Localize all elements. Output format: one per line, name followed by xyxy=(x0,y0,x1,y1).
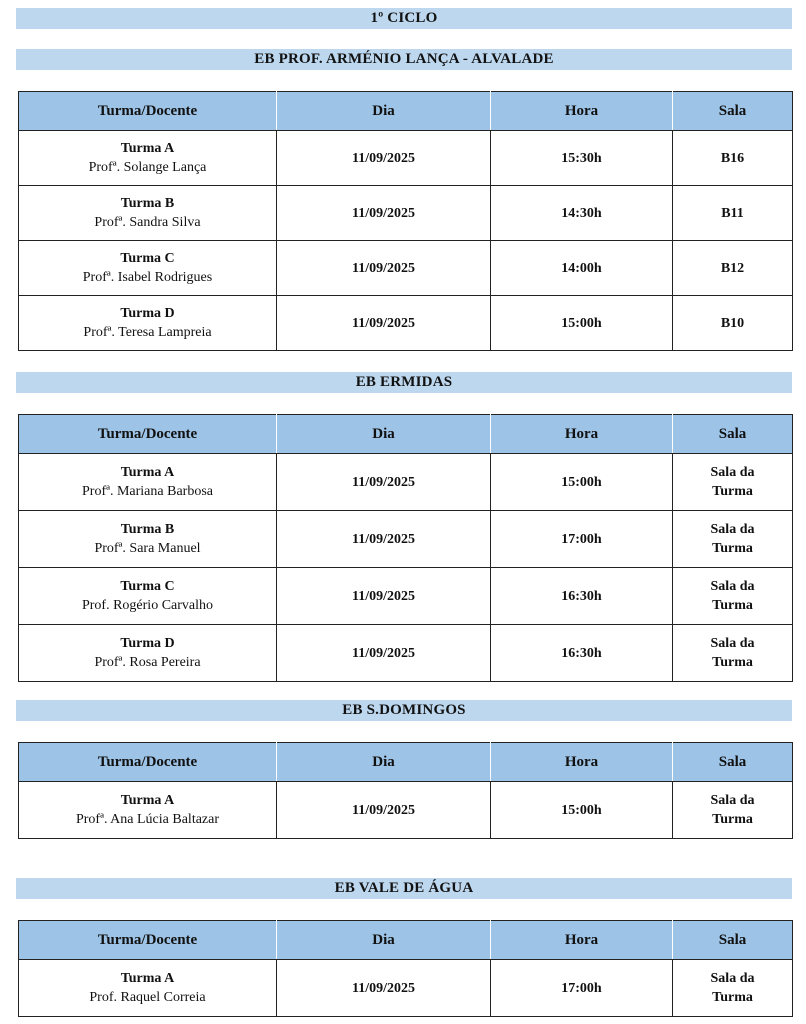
dia-cell: 11/09/2025 xyxy=(277,782,491,839)
docente-name: Profª. Solange Lança xyxy=(88,160,207,175)
table-header-row xyxy=(19,92,793,131)
cycle-title: 1º CICLO xyxy=(16,8,792,29)
sala-value: Sala da Turma xyxy=(710,522,755,556)
hora-cell: 17:00h xyxy=(491,960,673,1017)
table-row xyxy=(19,568,793,625)
schedule-table-armenio-lanca xyxy=(18,91,793,351)
school-title-vale-de-agua: EB VALE DE ÁGUA xyxy=(16,878,792,899)
turma-docente-cell xyxy=(19,454,277,511)
turma-name: Turma A xyxy=(120,971,175,986)
hora-cell: 15:00h xyxy=(491,782,673,839)
schedule-table-s-domingos xyxy=(18,742,793,839)
turma-name: Turma A xyxy=(120,465,175,480)
schedule-table-ermidas xyxy=(18,414,793,682)
docente-name: Profª. Isabel Rodrigues xyxy=(82,270,213,285)
turma-name: Turma A xyxy=(120,141,175,156)
sala-value: Sala da Turma xyxy=(710,971,755,1005)
column-header-turma: Turma/Docente xyxy=(19,921,277,960)
turma-docente-cell xyxy=(19,131,277,186)
docente-name: Profª. Rosa Pereira xyxy=(94,655,201,670)
column-header-sala: Sala xyxy=(673,415,793,454)
docente-name: Prof. Rogério Carvalho xyxy=(81,598,214,613)
column-header-turma: Turma/Docente xyxy=(19,92,277,131)
dia-cell: 11/09/2025 xyxy=(277,511,491,568)
school-title-armenio-lanca: EB PROF. ARMÉNIO LANÇA - ALVALADE xyxy=(16,49,792,70)
table-header-row xyxy=(19,921,793,960)
sala-cell xyxy=(673,511,793,568)
dia-cell: 11/09/2025 xyxy=(277,186,491,241)
hora-cell: 16:30h xyxy=(491,568,673,625)
turma-name: Turma C xyxy=(120,251,175,266)
sala-value: Sala da Turma xyxy=(710,465,755,499)
column-header-dia: Dia xyxy=(277,743,491,782)
turma-name: Turma A xyxy=(120,793,175,808)
sala-cell xyxy=(673,782,793,839)
hora-cell: 16:30h xyxy=(491,625,673,682)
column-header-turma: Turma/Docente xyxy=(19,415,277,454)
turma-docente-cell xyxy=(19,186,277,241)
docente-name: Profª. Sara Manuel xyxy=(94,541,201,556)
schedule-table-vale-de-agua xyxy=(18,920,793,1017)
column-header-hora: Hora xyxy=(491,921,673,960)
table-header-row xyxy=(19,415,793,454)
hora-cell: 15:00h xyxy=(491,454,673,511)
sala-cell: B12 xyxy=(673,241,793,296)
sala-value: Sala da Turma xyxy=(710,636,755,670)
hora-cell: 14:00h xyxy=(491,241,673,296)
column-header-turma: Turma/Docente xyxy=(19,743,277,782)
dia-cell: 11/09/2025 xyxy=(277,625,491,682)
turma-docente-cell xyxy=(19,241,277,296)
table-row xyxy=(19,782,793,839)
docente-name: Profª. Mariana Barbosa xyxy=(82,484,213,499)
table-row xyxy=(19,131,793,186)
turma-docente-cell xyxy=(19,296,277,351)
docente-name: Profª. Ana Lúcia Baltazar xyxy=(75,812,220,827)
docente-name: Profª. Teresa Lampreia xyxy=(83,325,212,340)
hora-cell: 14:30h xyxy=(491,186,673,241)
column-header-dia: Dia xyxy=(277,92,491,131)
dia-cell: 11/09/2025 xyxy=(277,454,491,511)
turma-docente-cell xyxy=(19,960,277,1017)
sala-value: Sala da Turma xyxy=(710,793,755,827)
table-row xyxy=(19,454,793,511)
table-row xyxy=(19,186,793,241)
column-header-dia: Dia xyxy=(277,921,491,960)
docente-name: Profª. Sandra Silva xyxy=(94,215,201,230)
turma-docente-cell xyxy=(19,782,277,839)
school-title-s-domingos: EB S.DOMINGOS xyxy=(16,700,792,721)
turma-name: Turma D xyxy=(120,636,175,651)
turma-name: Turma B xyxy=(120,522,175,537)
turma-name: Turma D xyxy=(120,306,175,321)
sala-cell: B16 xyxy=(673,131,793,186)
turma-name: Turma C xyxy=(120,579,175,594)
dia-cell: 11/09/2025 xyxy=(277,960,491,1017)
hora-cell: 15:00h xyxy=(491,296,673,351)
hora-cell: 15:30h xyxy=(491,131,673,186)
sala-cell xyxy=(673,454,793,511)
docente-name: Prof. Raquel Correia xyxy=(89,990,206,1005)
turma-name: Turma B xyxy=(120,196,175,211)
school-title-ermidas: EB ERMIDAS xyxy=(16,372,792,393)
table-row xyxy=(19,625,793,682)
column-header-hora: Hora xyxy=(491,92,673,131)
turma-docente-cell xyxy=(19,625,277,682)
column-header-hora: Hora xyxy=(491,415,673,454)
table-row xyxy=(19,960,793,1017)
table-row xyxy=(19,241,793,296)
table-row xyxy=(19,296,793,351)
hora-cell: 17:00h xyxy=(491,511,673,568)
sala-value: Sala da Turma xyxy=(710,579,755,613)
turma-docente-cell xyxy=(19,568,277,625)
dia-cell: 11/09/2025 xyxy=(277,296,491,351)
sala-cell: B11 xyxy=(673,186,793,241)
column-header-sala: Sala xyxy=(673,743,793,782)
sala-cell xyxy=(673,625,793,682)
dia-cell: 11/09/2025 xyxy=(277,241,491,296)
column-header-hora: Hora xyxy=(491,743,673,782)
sala-cell xyxy=(673,960,793,1017)
sala-cell: B10 xyxy=(673,296,793,351)
column-header-sala: Sala xyxy=(673,92,793,131)
turma-docente-cell xyxy=(19,511,277,568)
dia-cell: 11/09/2025 xyxy=(277,131,491,186)
sala-cell xyxy=(673,568,793,625)
table-header-row xyxy=(19,743,793,782)
column-header-dia: Dia xyxy=(277,415,491,454)
dia-cell: 11/09/2025 xyxy=(277,568,491,625)
column-header-sala: Sala xyxy=(673,921,793,960)
table-row xyxy=(19,511,793,568)
